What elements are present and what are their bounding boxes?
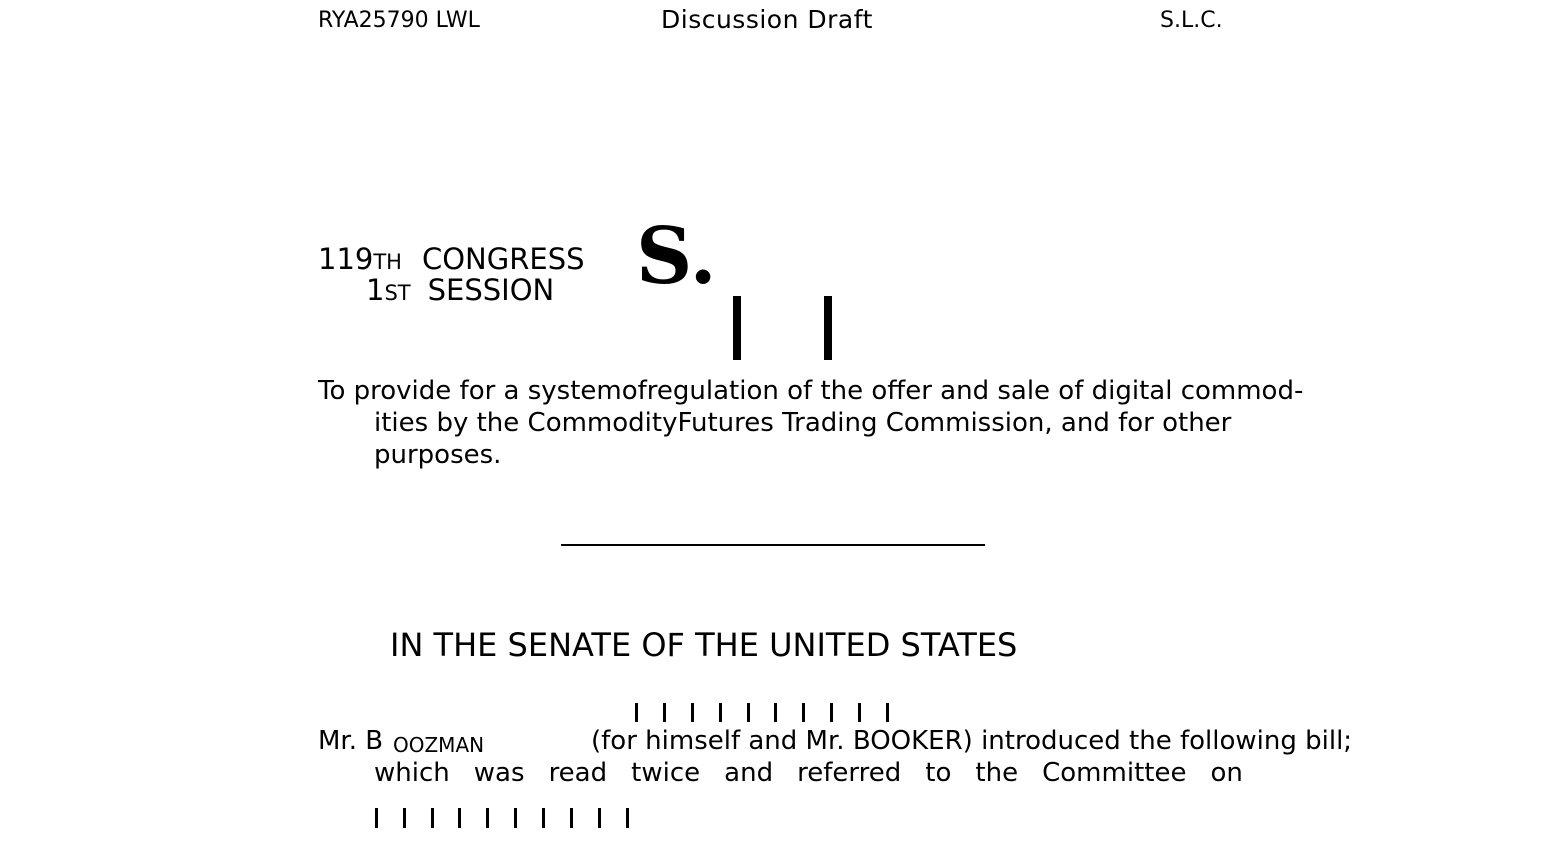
intro-word: twice — [631, 758, 701, 788]
committee-tick — [598, 808, 601, 828]
date-tick — [719, 703, 722, 722]
date-tick — [886, 703, 889, 722]
intro-word: Committee — [1042, 758, 1187, 788]
sponsor-name-start: Mr. B — [318, 726, 384, 756]
committee-tick — [431, 808, 434, 828]
intro-word: read — [548, 758, 608, 788]
date-tick — [858, 703, 861, 722]
sponsor-name-smallcaps: OOZMAN — [393, 733, 485, 757]
intro-word: on — [1210, 758, 1243, 788]
intro-word: the — [975, 758, 1019, 788]
date-tick — [691, 703, 694, 722]
date-tick — [802, 703, 805, 722]
intro-word: and — [724, 758, 774, 788]
committee-tick — [626, 808, 629, 828]
congress-suffix: TH — [373, 250, 402, 274]
intro-word: was — [473, 758, 525, 788]
session-suffix: ST — [384, 281, 411, 305]
intro-line-1: (for himself and Mr. BOOKER) introduced the following bill; — [591, 726, 1353, 756]
intro-word: referred — [797, 758, 902, 788]
date-tick — [663, 703, 666, 722]
bill-number-blank-right — [824, 296, 832, 360]
committee-tick — [514, 808, 517, 828]
congress-label: CONGRESS — [421, 242, 585, 276]
date-tick — [747, 703, 750, 722]
draft-status: Discussion Draft — [661, 5, 873, 34]
committee-tick — [570, 808, 573, 828]
bill-title-line-2: ities by the CommodityFutures Trading Commission, and for other — [374, 408, 1232, 438]
date-tick — [774, 703, 777, 722]
office-code: S.L.C. — [1160, 8, 1223, 33]
committee-tick — [403, 808, 406, 828]
session-number: 1 — [366, 273, 385, 307]
title-divider — [561, 544, 985, 546]
session-line — [366, 273, 554, 307]
chamber-heading: IN THE SENATE OF THE UNITED STATES — [390, 626, 1018, 664]
committee-tick — [486, 808, 489, 828]
bill-title-line-3: purposes. — [374, 440, 502, 470]
intro-line-2 — [374, 758, 1243, 788]
date-tick — [830, 703, 833, 722]
committee-tick — [375, 808, 378, 828]
bill-number-blank-left — [733, 296, 741, 360]
session-label: SESSION — [427, 273, 555, 307]
congress-line — [318, 242, 585, 276]
congress-number: 119 — [318, 242, 374, 276]
committee-tick — [458, 808, 461, 828]
intro-word: which — [374, 758, 450, 788]
date-tick — [635, 703, 638, 722]
bill-prefix: S. — [636, 211, 717, 302]
document-id: RYA25790 LWL — [318, 8, 480, 33]
committee-tick — [542, 808, 545, 828]
intro-word: to — [925, 758, 952, 788]
bill-title-line-1: To provide for a systemofregulation of the offer and sale of digital commod- — [318, 376, 1304, 406]
